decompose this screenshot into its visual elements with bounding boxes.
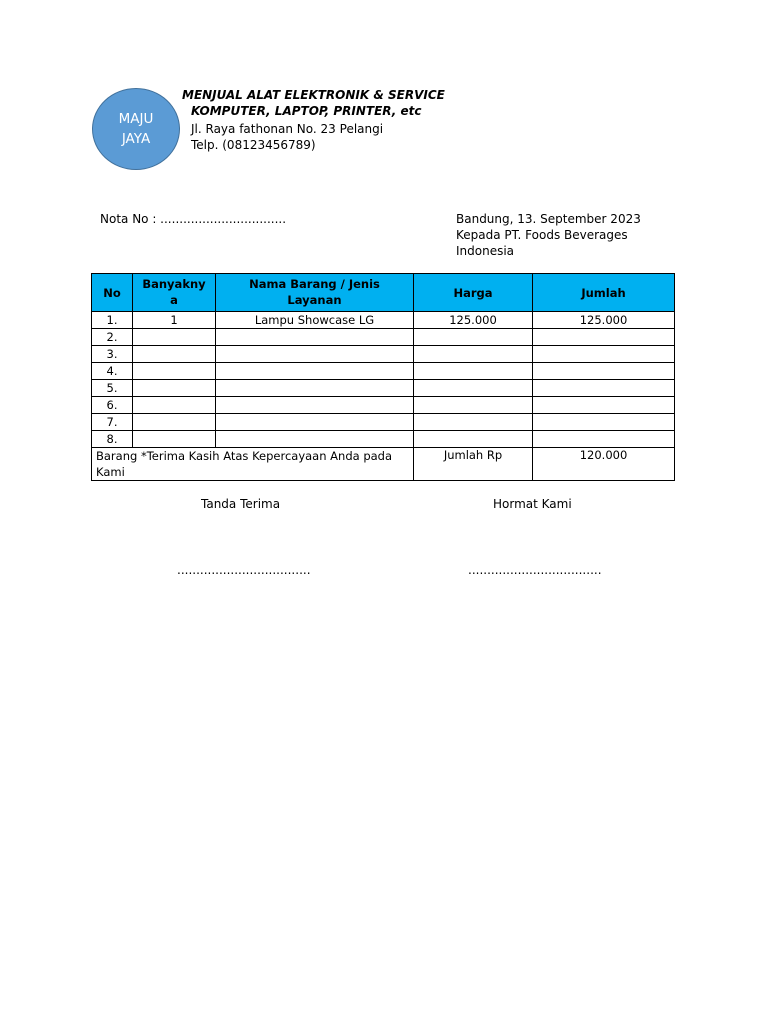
table-row [92, 380, 675, 397]
table-footer-row [92, 448, 675, 481]
grand-total-label: Jumlah Rp [414, 448, 533, 481]
row-qty [133, 414, 216, 431]
thank-you-line-1: Barang *Terima Kasih Atas Kepercayaan Anda pada [96, 449, 393, 463]
row-no: 5. [92, 380, 133, 397]
invoice-date: Bandung, 13. September 2023 [456, 212, 641, 226]
row-no: 8. [92, 431, 133, 448]
row-name [216, 329, 414, 346]
recipient-line-1: Kepada PT. Foods Beverages [456, 228, 628, 242]
row-name [216, 414, 414, 431]
row-price: 125.000 [414, 312, 533, 329]
row-total [533, 397, 675, 414]
row-qty [133, 380, 216, 397]
company-tagline-2: KOMPUTER, LAPTOP, PRINTER, etc [191, 104, 422, 118]
row-total [533, 346, 675, 363]
header-qty [133, 274, 216, 312]
thank-you-note [92, 448, 414, 481]
header-name [216, 274, 414, 312]
row-no: 4. [92, 363, 133, 380]
table-row [92, 346, 675, 363]
row-price [414, 380, 533, 397]
nota-number: Nota No : ................................. [100, 212, 287, 226]
row-price [414, 329, 533, 346]
row-total [533, 329, 675, 346]
row-no: 6. [92, 397, 133, 414]
row-no: 2. [92, 329, 133, 346]
receiver-signature-label: Tanda Terima [201, 497, 281, 511]
table-row [92, 397, 675, 414]
row-name [216, 346, 414, 363]
row-qty [133, 346, 216, 363]
table-row [92, 414, 675, 431]
company-address: Jl. Raya fathonan No. 23 Pelangi [191, 122, 384, 136]
row-total: 125.000 [533, 312, 675, 329]
row-no: 7. [92, 414, 133, 431]
header-price: Harga [414, 274, 533, 312]
row-total [533, 363, 675, 380]
row-price [414, 431, 533, 448]
header-total: Jumlah [533, 274, 675, 312]
sender-signature-label: Hormat Kami [493, 497, 572, 511]
company-phone: Telp. (08123456789) [191, 138, 316, 152]
row-qty [133, 363, 216, 380]
company-logo [92, 88, 180, 170]
logo-line-2: JAYA [121, 131, 151, 147]
row-name [216, 397, 414, 414]
row-qty [133, 329, 216, 346]
header-name-line-1: Nama Barang / Jenis [249, 277, 380, 291]
row-price [414, 363, 533, 380]
row-name [216, 431, 414, 448]
header-name-line-2: Layanan [287, 293, 342, 307]
row-price [414, 346, 533, 363]
header-qty-line-1: Banyakny [142, 277, 206, 291]
thank-you-line-2: Kami [96, 465, 125, 479]
row-no: 3. [92, 346, 133, 363]
row-qty [133, 397, 216, 414]
row-total [533, 380, 675, 397]
row-name [216, 380, 414, 397]
recipient-line-2: Indonesia [456, 244, 515, 258]
receiver-signature-line: ................................... [177, 563, 311, 577]
header-qty-line-2: a [170, 293, 178, 307]
row-total [533, 414, 675, 431]
row-name [216, 363, 414, 380]
sender-signature-line: ................................... [468, 563, 602, 577]
row-qty: 1 [133, 312, 216, 329]
row-total [533, 431, 675, 448]
table-header-row [92, 274, 675, 312]
table-row [92, 363, 675, 380]
table-row [92, 431, 675, 448]
row-qty [133, 431, 216, 448]
row-price [414, 397, 533, 414]
header-no: No [92, 274, 133, 312]
row-no: 1. [92, 312, 133, 329]
logo-line-1: MAJU [118, 111, 154, 127]
invoice-table [91, 273, 675, 481]
row-price [414, 414, 533, 431]
table-row [92, 312, 675, 329]
table-row [92, 329, 675, 346]
company-tagline-1: MENJUAL ALAT ELEKTRONIK & SERVICE [182, 88, 445, 102]
grand-total-value: 120.000 [533, 448, 675, 481]
row-name: Lampu Showcase LG [216, 312, 414, 329]
